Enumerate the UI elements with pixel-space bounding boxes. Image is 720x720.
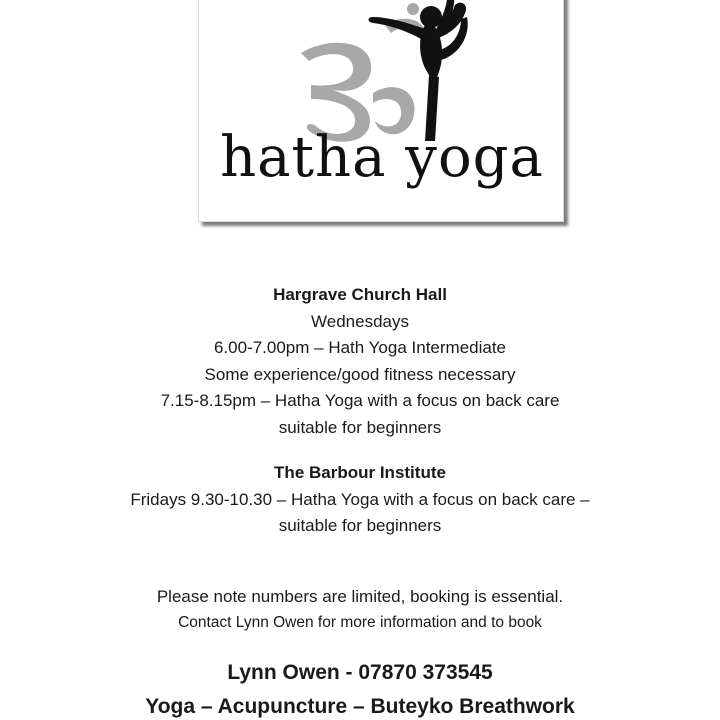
class-time: 6.00-7.00pm – Hath Yoga Intermediate (213, 338, 507, 357)
contact-name-phone: Lynn Owen - 07870 373545 (227, 660, 493, 684)
class-time: 7.15-8.15pm – Hatha Yoga with a focus on back care (160, 391, 560, 410)
venue-title: The Barbour Institute (274, 463, 446, 482)
venue-day: Wednesdays (311, 311, 409, 331)
booking-contact: Contact Lynn Owen for more information and to book (178, 614, 542, 631)
booking-note: Please note numbers are limited, booking is essential. (156, 586, 564, 606)
services-list: Yoga – Acupuncture – Buteyko Breathwork (145, 694, 575, 718)
class-time: Fridays 9.30-10.30 – Hatha Yoga with a focus on back care – (130, 489, 590, 509)
venue-title: Hargrave Church Hall (273, 285, 447, 304)
dancer-silhouette-icon (369, 0, 468, 141)
class-note: suitable for beginners (278, 516, 442, 535)
logo-title: hatha yoga (220, 125, 544, 190)
schedule-section (0, 282, 720, 720)
class-note: suitable for beginners (278, 417, 442, 437)
class-note: Some experience/good fitness necessary (204, 364, 516, 384)
logo-card (198, 0, 564, 222)
